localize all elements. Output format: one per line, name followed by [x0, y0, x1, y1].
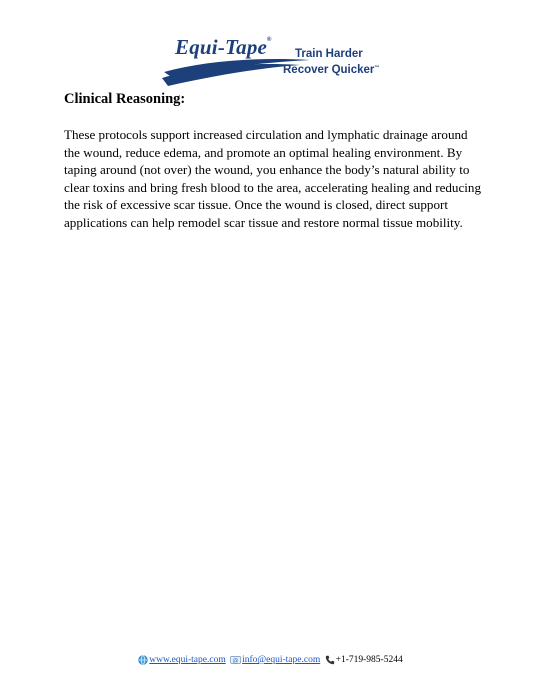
section-heading: Clinical Reasoning: [64, 91, 186, 107]
phone-icon [325, 655, 335, 665]
contact-footer [0, 655, 541, 668]
website-contact [138, 655, 225, 665]
tagline-line-1: Train Harder [295, 48, 363, 60]
clinical-reasoning-paragraph: These protocols support increased circulation and lymphatic drainage around the wound, reduce edema, and promote an optimal healing environment. By taping around (not over) the wound, you enhance the body’s natural ability to clear toxins and bring fresh blood to the area, accelerating healing and reducing the risk of excessive scar tissue. Once the wound is closed, direct support applications can help remodel scar tissue and restore normal tissue mobility. [64, 127, 482, 230]
tagline-line-2: Recover Quicker™ [283, 64, 380, 76]
website-link[interactable]: www.equi-tape.com [149, 655, 226, 665]
phone-number: +1-719-985-5244 [335, 655, 403, 665]
tagline-trademark: ™ [374, 65, 380, 71]
email-icon [230, 655, 241, 665]
brand-registered-mark: ® [267, 37, 272, 43]
globe-icon [138, 655, 148, 665]
equi-tape-logo [160, 32, 390, 88]
email-contact [230, 655, 320, 665]
phone-contact [325, 655, 403, 665]
svg-text:@: @ [232, 657, 239, 665]
brand-name: Equi-Tape® [175, 35, 272, 59]
email-link[interactable]: info@equi-tape.com [242, 655, 321, 665]
